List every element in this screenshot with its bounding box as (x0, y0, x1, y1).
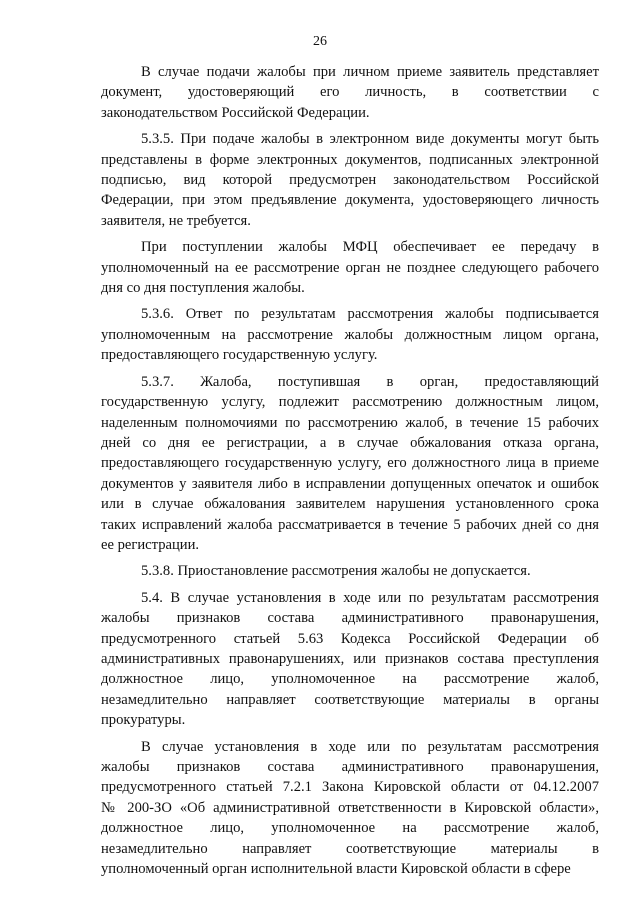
paragraph-line: Федерации, при этом предъявление документа, удостоверяющего личность (101, 192, 599, 209)
paragraph-line: предоставляющего государственную услугу. (101, 347, 378, 364)
paragraph-line: прокуратуры. (101, 712, 186, 729)
paragraph (101, 237, 599, 298)
paragraph-line: предоставляющего государственную услугу, его должностного лица в приеме (101, 455, 599, 472)
paragraph-line: незамедлительно направляет соответствующие материалы в (101, 840, 599, 857)
paragraph-line: административных правонарушениях, или признаков состава преступления (101, 650, 599, 667)
paragraph (101, 304, 599, 365)
paragraph-line: 5.3.5. При подаче жалобы в электронном виде документы могут быть (141, 131, 599, 148)
paragraph-line: предусмотренного статьей 7.2.1 Закона Кировской области от 04.12.2007 (101, 779, 599, 796)
paragraph-line: государственную услугу, подлежит рассмотрению должностным лицом, (101, 394, 599, 411)
page-number: 26 (313, 34, 327, 49)
paragraph-line: 5.3.7. Жалоба, поступившая в орган, предоставляющий (141, 373, 599, 390)
paragraph-line: жалобы признаков состава административного правонарушения, (101, 759, 599, 775)
paragraph-line: В случае подачи жалобы при личном приеме заявитель представляет (141, 64, 599, 80)
paragraph-line: 5.3.6. Ответ по результатам рассмотрения жалобы подписывается (141, 306, 599, 323)
paragraph-line: представлены в форме электронных документов, подписанных электронной (101, 151, 599, 168)
paragraph-line: или в случае обжалования заявителем нарушения установленного срока (101, 496, 599, 513)
paragraph (101, 372, 599, 556)
paragraph (101, 129, 599, 231)
paragraph-line: № 200-ЗО «Об административной ответственности в Кировской области», (101, 799, 599, 816)
paragraph-line: должностное лицо, уполномоченное на рассмотрение жалоб, (101, 820, 599, 837)
paragraph-line: уполномоченный на ее рассмотрение орган не позднее следующего рабочего (101, 259, 599, 276)
paragraph (101, 561, 599, 581)
paragraph-line: предусмотренного статьей 5.63 Кодекса Российской Федерации об (101, 630, 599, 647)
paragraph-line: дня со дня поступления жалобы. (101, 280, 305, 297)
paragraph (101, 737, 599, 880)
paragraph-line: При поступлении жалобы МФЦ обеспечивает ее передачу в (141, 239, 599, 256)
paragraph-line: подписью, вид которой предусмотрен законодательством Российской (101, 172, 599, 189)
paragraph-line: 5.3.8. Приостановление рассмотрения жалобы не допускается. (141, 563, 531, 580)
paragraph (101, 588, 599, 731)
paragraph-line: уполномоченный орган исполнительной власти Кировской области в сфере (101, 861, 571, 878)
document-body (101, 62, 599, 885)
paragraph-line: 5.4. В случае установления в ходе или по результатам рассмотрения (141, 589, 599, 606)
paragraph-line: таких исправлений жалоба рассматривается в течение 5 рабочих дней со дня (101, 516, 599, 533)
paragraph-line: документов у заявителя либо в исправлении допущенных опечаток и ошибок (101, 475, 599, 492)
paragraph-line: ее регистрации. (101, 536, 200, 553)
paragraph-line: жалобы признаков состава административного правонарушения, (101, 610, 599, 627)
paragraph-line: дней со дня ее регистрации, а в случае обжалования отказа органа, (101, 434, 599, 451)
paragraph-line: уполномоченным на рассмотрение жалобы должностным лицом органа, (101, 326, 599, 343)
paragraph-line: В случае установления в ходе или по результатам рассмотрения (141, 738, 599, 755)
paragraph-line: наделенным полномочиями по рассмотрению жалоб, в течение 15 рабочих (101, 414, 599, 431)
paragraph-line: должностное лицо, уполномоченное на рассмотрение жалоб, (101, 671, 599, 688)
paragraph (101, 62, 599, 123)
paragraph-line: документ, удостоверяющий его личность, в соответствии с (101, 84, 599, 101)
paragraph-line: незамедлительно направляет соответствующие материалы в органы (101, 691, 599, 708)
paragraph-line: заявителя, не требуется. (101, 212, 251, 229)
paragraph-line: законодательством Российской Федерации. (101, 104, 370, 121)
